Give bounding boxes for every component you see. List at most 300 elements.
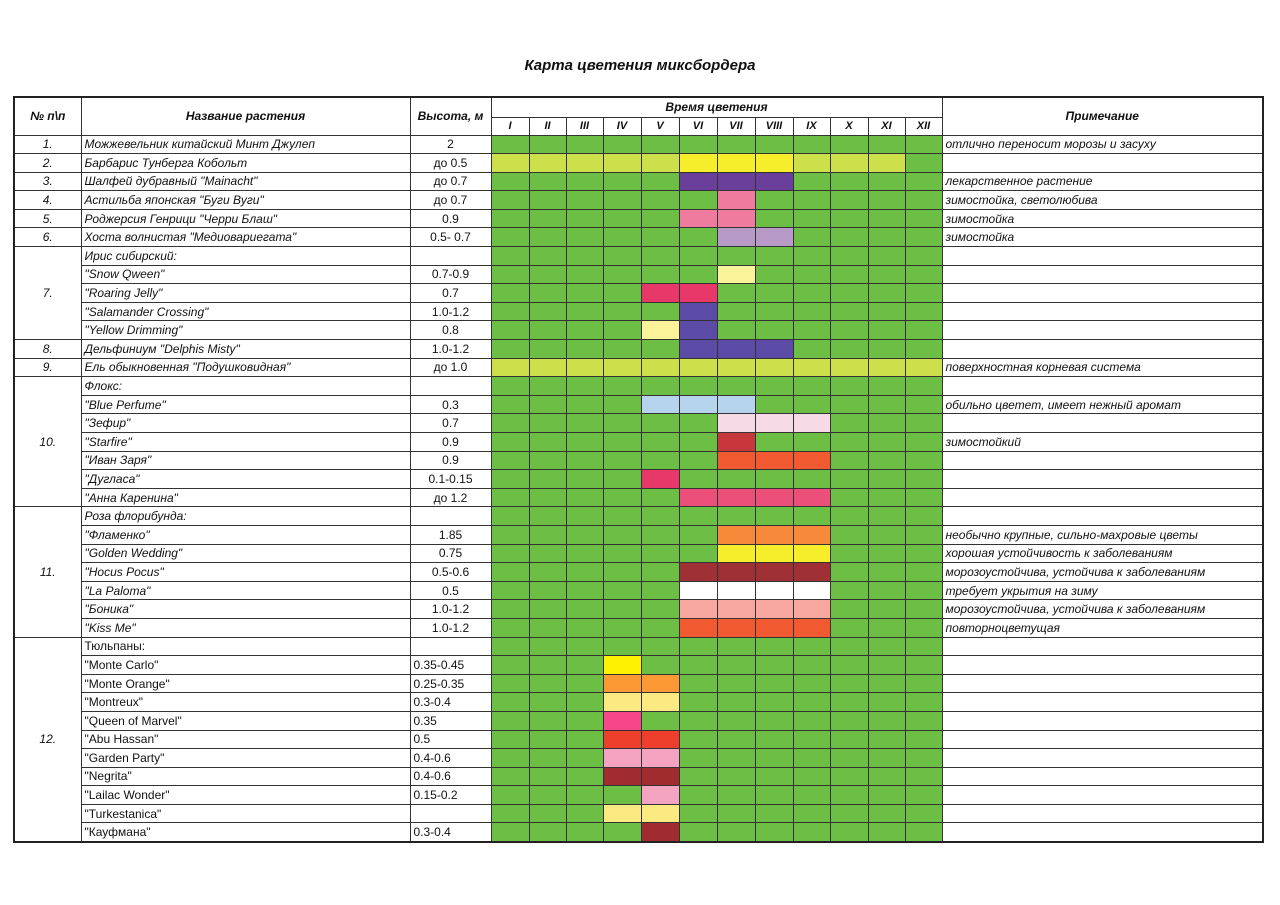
bloom-cell-month-X xyxy=(830,358,868,377)
plant-name: "Иван Заря" xyxy=(81,451,410,470)
bloom-cell-month-XII xyxy=(905,209,942,228)
plant-height xyxy=(410,247,491,266)
bloom-cell-month-IX xyxy=(793,749,830,768)
bloom-cell-month-X xyxy=(830,786,868,805)
bloom-cell-month-V xyxy=(641,823,679,842)
table-row xyxy=(14,581,1263,600)
bloom-cell-month-I xyxy=(491,172,529,191)
plant-name: Хоста волнистая "Медиовариегата" xyxy=(81,228,410,247)
plant-note xyxy=(942,656,1263,675)
bloom-cell-month-VI xyxy=(679,693,717,712)
bloom-cell-month-VII xyxy=(717,135,755,154)
plant-height: 0.7 xyxy=(410,414,491,433)
plant-name: "Snow Qween" xyxy=(81,265,410,284)
plant-name: "Kiss Me" xyxy=(81,618,410,637)
bloom-cell-month-V xyxy=(641,321,679,340)
bloom-cell-month-XII xyxy=(905,600,942,619)
bloom-cell-month-IV xyxy=(603,470,641,489)
bloom-cell-month-IV xyxy=(603,786,641,805)
bloom-cell-month-III xyxy=(566,395,603,414)
bloom-cell-month-V xyxy=(641,470,679,489)
plant-name: "Golden Wedding" xyxy=(81,544,410,563)
bloom-cell-month-VII xyxy=(717,544,755,563)
plant-height: 0.7-0.9 xyxy=(410,265,491,284)
bloom-cell-month-V xyxy=(641,581,679,600)
plant-note xyxy=(942,154,1263,173)
table-row xyxy=(14,525,1263,544)
bloom-cell-month-XII xyxy=(905,749,942,768)
bloom-cell-month-II xyxy=(529,656,566,675)
bloom-cell-month-I xyxy=(491,135,529,154)
bloom-cell-month-VII xyxy=(717,581,755,600)
bloom-cell-month-II xyxy=(529,804,566,823)
row-number: 9. xyxy=(14,358,81,377)
row-number: 8. xyxy=(14,340,81,359)
bloom-cell-month-VIII xyxy=(755,340,793,359)
row-number: 11. xyxy=(14,507,81,637)
bloom-cell-month-IV xyxy=(603,618,641,637)
bloom-cell-month-I xyxy=(491,507,529,526)
bloom-cell-month-XII xyxy=(905,340,942,359)
plant-name: Роджерсия Генрици "Черри Блаш" xyxy=(81,209,410,228)
plant-name: "Garden Party" xyxy=(81,749,410,768)
bloom-cell-month-X xyxy=(830,451,868,470)
bloom-cell-month-VI xyxy=(679,470,717,489)
bloom-cell-month-IX xyxy=(793,340,830,359)
plant-height: 0.5 xyxy=(410,581,491,600)
header-month: VII xyxy=(717,117,755,135)
bloom-cell-month-X xyxy=(830,154,868,173)
bloom-cell-month-VIII xyxy=(755,395,793,414)
bloom-cell-month-XI xyxy=(868,321,905,340)
plant-note xyxy=(942,470,1263,489)
bloom-cell-month-X xyxy=(830,767,868,786)
bloom-cell-month-VIII xyxy=(755,804,793,823)
plant-height: 0.5 xyxy=(410,730,491,749)
plant-height: 0.4-0.6 xyxy=(410,767,491,786)
bloom-cell-month-IV xyxy=(603,135,641,154)
bloom-cell-month-V xyxy=(641,247,679,266)
bloom-cell-month-I xyxy=(491,786,529,805)
bloom-cell-month-IV xyxy=(603,544,641,563)
bloom-cell-month-I xyxy=(491,581,529,600)
bloom-cell-month-XII xyxy=(905,265,942,284)
bloom-cell-month-I xyxy=(491,358,529,377)
plant-note xyxy=(942,488,1263,507)
bloom-cell-month-X xyxy=(830,656,868,675)
plant-height: 0.3-0.4 xyxy=(410,823,491,842)
bloom-cell-month-X xyxy=(830,749,868,768)
plant-name: "Abu Hassan" xyxy=(81,730,410,749)
bloom-cell-month-V xyxy=(641,767,679,786)
bloom-cell-month-V xyxy=(641,600,679,619)
bloom-cell-month-V xyxy=(641,191,679,210)
bloom-cell-month-V xyxy=(641,544,679,563)
bloom-cell-month-VI xyxy=(679,321,717,340)
plant-name: "Turkestanica" xyxy=(81,804,410,823)
bloom-cell-month-VII xyxy=(717,525,755,544)
plant-note xyxy=(942,414,1263,433)
bloom-cell-month-IV xyxy=(603,507,641,526)
bloom-cell-month-XII xyxy=(905,451,942,470)
bloom-cell-month-I xyxy=(491,563,529,582)
bloom-cell-month-I xyxy=(491,228,529,247)
plant-note: зимостойка xyxy=(942,228,1263,247)
bloom-cell-month-V xyxy=(641,209,679,228)
bloom-cell-month-III xyxy=(566,674,603,693)
plant-note: отлично переносит морозы и засуху xyxy=(942,135,1263,154)
bloom-cell-month-III xyxy=(566,191,603,210)
table-row xyxy=(14,191,1263,210)
plant-name: "La Paloma" xyxy=(81,581,410,600)
plant-height: 1.0-1.2 xyxy=(410,302,491,321)
bloom-cell-month-XI xyxy=(868,340,905,359)
bloom-cell-month-IX xyxy=(793,488,830,507)
bloom-cell-month-IX xyxy=(793,209,830,228)
plant-name: Дельфиниум "Delphis Misty" xyxy=(81,340,410,359)
bloom-cell-month-VII xyxy=(717,656,755,675)
bloom-cell-month-IX xyxy=(793,600,830,619)
bloom-cell-month-IX xyxy=(793,433,830,452)
bloom-cell-month-XII xyxy=(905,470,942,489)
bloom-cell-month-X xyxy=(830,711,868,730)
bloom-cell-month-IX xyxy=(793,637,830,656)
bloom-cell-month-II xyxy=(529,525,566,544)
bloom-cell-month-I xyxy=(491,414,529,433)
bloom-cell-month-I xyxy=(491,749,529,768)
bloom-cell-month-XI xyxy=(868,618,905,637)
bloom-cell-month-VI xyxy=(679,414,717,433)
plant-name: "Кауфмана" xyxy=(81,823,410,842)
bloom-cell-month-I xyxy=(491,730,529,749)
plant-note xyxy=(942,749,1263,768)
bloom-cell-month-XII xyxy=(905,488,942,507)
bloom-cell-month-XII xyxy=(905,321,942,340)
bloom-cell-month-VI xyxy=(679,154,717,173)
bloom-cell-month-IV xyxy=(603,804,641,823)
bloom-cell-month-VIII xyxy=(755,284,793,303)
bloom-cell-month-VI xyxy=(679,674,717,693)
bloom-cell-month-I xyxy=(491,693,529,712)
header-month: III xyxy=(566,117,603,135)
bloom-cell-month-VI xyxy=(679,786,717,805)
plant-height: 0.3-0.4 xyxy=(410,693,491,712)
plant-note xyxy=(942,730,1263,749)
bloom-cell-month-VII xyxy=(717,637,755,656)
plant-note xyxy=(942,693,1263,712)
bloom-cell-month-VIII xyxy=(755,451,793,470)
table-row xyxy=(14,433,1263,452)
bloom-cell-month-I xyxy=(491,470,529,489)
bloom-cell-month-II xyxy=(529,451,566,470)
bloom-cell-month-I xyxy=(491,433,529,452)
plant-name: "Фламенко" xyxy=(81,525,410,544)
bloom-cell-month-IV xyxy=(603,395,641,414)
bloom-cell-month-IV xyxy=(603,767,641,786)
bloom-cell-month-IV xyxy=(603,228,641,247)
row-number: 10. xyxy=(14,377,81,507)
bloom-cell-month-III xyxy=(566,209,603,228)
plant-note xyxy=(942,804,1263,823)
bloom-cell-month-IV xyxy=(603,674,641,693)
plant-note xyxy=(942,507,1263,526)
bloom-cell-month-IX xyxy=(793,730,830,749)
bloom-cell-month-I xyxy=(491,544,529,563)
bloom-cell-month-XII xyxy=(905,525,942,544)
bloom-cell-month-II xyxy=(529,302,566,321)
bloom-cell-month-VIII xyxy=(755,302,793,321)
bloom-cell-month-X xyxy=(830,395,868,414)
bloom-cell-month-IX xyxy=(793,674,830,693)
bloom-cell-month-II xyxy=(529,581,566,600)
plant-height: 0.4-0.6 xyxy=(410,749,491,768)
bloom-cell-month-VI xyxy=(679,172,717,191)
bloom-cell-month-VII xyxy=(717,433,755,452)
plant-height: 0.5-0.6 xyxy=(410,563,491,582)
plant-height: 0.5- 0.7 xyxy=(410,228,491,247)
bloom-cell-month-X xyxy=(830,228,868,247)
bloom-cell-month-III xyxy=(566,265,603,284)
bloom-cell-month-IV xyxy=(603,730,641,749)
header-month: IX xyxy=(793,117,830,135)
bloom-cell-month-X xyxy=(830,563,868,582)
bloom-cell-month-VII xyxy=(717,209,755,228)
table-row xyxy=(14,377,1263,396)
bloom-cell-month-X xyxy=(830,284,868,303)
bloom-cell-month-IV xyxy=(603,414,641,433)
bloom-cell-month-VI xyxy=(679,767,717,786)
plant-height: до 0.7 xyxy=(410,172,491,191)
bloom-cell-month-VIII xyxy=(755,433,793,452)
bloom-cell-month-VI xyxy=(679,377,717,396)
bloom-cell-month-IV xyxy=(603,563,641,582)
table-row xyxy=(14,563,1263,582)
bloom-cell-month-II xyxy=(529,191,566,210)
bloom-cell-month-VII xyxy=(717,674,755,693)
bloom-cell-month-VIII xyxy=(755,618,793,637)
bloom-cell-month-IX xyxy=(793,507,830,526)
bloom-cell-month-IV xyxy=(603,340,641,359)
plant-name: Ирис сибирский: xyxy=(81,247,410,266)
bloom-cell-month-X xyxy=(830,637,868,656)
bloom-cell-month-I xyxy=(491,302,529,321)
bloom-cell-month-III xyxy=(566,135,603,154)
bloom-cell-month-V xyxy=(641,284,679,303)
bloom-cell-month-VI xyxy=(679,247,717,266)
bloom-cell-month-I xyxy=(491,525,529,544)
table-row xyxy=(14,247,1263,266)
bloom-cell-month-XI xyxy=(868,656,905,675)
bloom-cell-month-VIII xyxy=(755,321,793,340)
table-row xyxy=(14,656,1263,675)
bloom-cell-month-IX xyxy=(793,321,830,340)
plant-height: 0.1-0.15 xyxy=(410,470,491,489)
bloom-cell-month-V xyxy=(641,730,679,749)
plant-height: 1.0-1.2 xyxy=(410,600,491,619)
plant-name: "Hocus Pocus" xyxy=(81,563,410,582)
plant-name: "Боника" xyxy=(81,600,410,619)
plant-height: 0.25-0.35 xyxy=(410,674,491,693)
bloom-cell-month-II xyxy=(529,358,566,377)
bloom-cell-month-XI xyxy=(868,711,905,730)
bloom-cell-month-IV xyxy=(603,711,641,730)
plant-note: повторноцветущая xyxy=(942,618,1263,637)
table-row xyxy=(14,730,1263,749)
plant-note xyxy=(942,340,1263,359)
bloom-cell-month-V xyxy=(641,433,679,452)
table-row xyxy=(14,135,1263,154)
bloom-cell-month-VIII xyxy=(755,693,793,712)
bloom-cell-month-I xyxy=(491,284,529,303)
bloom-cell-month-II xyxy=(529,507,566,526)
bloom-cell-month-XII xyxy=(905,730,942,749)
bloom-cell-month-IV xyxy=(603,693,641,712)
bloom-cell-month-VI xyxy=(679,191,717,210)
page-title: Карта цветения миксбордера xyxy=(524,57,756,74)
bloom-cell-month-XI xyxy=(868,228,905,247)
plant-name: "Monte Carlo" xyxy=(81,656,410,675)
plant-name: Шалфей дубравный "Mainacht" xyxy=(81,172,410,191)
bloom-cell-month-III xyxy=(566,544,603,563)
bloom-cell-month-VI xyxy=(679,581,717,600)
bloom-cell-month-XI xyxy=(868,581,905,600)
plant-note: хорошая устойчивость к заболеваниям xyxy=(942,544,1263,563)
bloom-cell-month-XI xyxy=(868,358,905,377)
bloom-cell-month-V xyxy=(641,618,679,637)
bloom-cell-month-VII xyxy=(717,618,755,637)
bloom-cell-month-V xyxy=(641,414,679,433)
table-row xyxy=(14,172,1263,191)
bloom-cell-month-X xyxy=(830,321,868,340)
bloom-cell-month-V xyxy=(641,302,679,321)
bloom-cell-month-VIII xyxy=(755,488,793,507)
plant-note xyxy=(942,674,1263,693)
plant-height: до 1.0 xyxy=(410,358,491,377)
bloom-cell-month-VII xyxy=(717,451,755,470)
bloom-cell-month-IX xyxy=(793,563,830,582)
plant-name: "Lailac Wonder" xyxy=(81,786,410,805)
bloom-cell-month-XII xyxy=(905,135,942,154)
bloom-cell-month-III xyxy=(566,228,603,247)
bloom-cell-month-VII xyxy=(717,265,755,284)
bloom-cell-month-IV xyxy=(603,209,641,228)
header-month: XII xyxy=(905,117,942,135)
bloom-cell-month-XII xyxy=(905,656,942,675)
plant-name: "Negrita" xyxy=(81,767,410,786)
table-row xyxy=(14,154,1263,173)
bloom-cell-month-XII xyxy=(905,302,942,321)
bloom-cell-month-X xyxy=(830,470,868,489)
row-number: 7. xyxy=(14,247,81,340)
bloom-cell-month-IX xyxy=(793,377,830,396)
bloom-cell-month-VI xyxy=(679,302,717,321)
bloom-cell-month-IX xyxy=(793,544,830,563)
plant-height: 0.15-0.2 xyxy=(410,786,491,805)
row-number: 2. xyxy=(14,154,81,173)
bloom-cell-month-XII xyxy=(905,191,942,210)
bloom-cell-month-I xyxy=(491,340,529,359)
bloom-cell-month-III xyxy=(566,786,603,805)
bloom-chart-table xyxy=(13,96,1264,843)
bloom-cell-month-II xyxy=(529,321,566,340)
bloom-cell-month-III xyxy=(566,340,603,359)
plant-height: 0.3 xyxy=(410,395,491,414)
bloom-cell-month-V xyxy=(641,656,679,675)
bloom-cell-month-X xyxy=(830,823,868,842)
bloom-cell-month-X xyxy=(830,172,868,191)
bloom-cell-month-I xyxy=(491,247,529,266)
bloom-cell-month-IX xyxy=(793,154,830,173)
plant-note: морозоустойчива, устойчива к заболеваниям xyxy=(942,600,1263,619)
plant-note: лекарственное растение xyxy=(942,172,1263,191)
bloom-cell-month-III xyxy=(566,656,603,675)
bloom-cell-month-I xyxy=(491,321,529,340)
table-row xyxy=(14,618,1263,637)
bloom-cell-month-III xyxy=(566,414,603,433)
bloom-cell-month-VII xyxy=(717,302,755,321)
bloom-cell-month-XI xyxy=(868,395,905,414)
table-row xyxy=(14,823,1263,842)
bloom-cell-month-VI xyxy=(679,600,717,619)
bloom-cell-month-VII xyxy=(717,358,755,377)
bloom-cell-month-V xyxy=(641,693,679,712)
plant-height: до 0.5 xyxy=(410,154,491,173)
bloom-cell-month-IV xyxy=(603,488,641,507)
table-row xyxy=(14,228,1263,247)
table-row xyxy=(14,749,1263,768)
bloom-cell-month-XII xyxy=(905,563,942,582)
bloom-cell-month-III xyxy=(566,637,603,656)
bloom-cell-month-VII xyxy=(717,247,755,266)
bloom-cell-month-V xyxy=(641,507,679,526)
header-height: Высота, м xyxy=(410,97,491,135)
table-row xyxy=(14,209,1263,228)
bloom-cell-month-IX xyxy=(793,358,830,377)
bloom-cell-month-III xyxy=(566,172,603,191)
bloom-cell-month-VII xyxy=(717,488,755,507)
bloom-cell-month-III xyxy=(566,581,603,600)
bloom-cell-month-X xyxy=(830,265,868,284)
bloom-cell-month-III xyxy=(566,804,603,823)
bloom-cell-month-XI xyxy=(868,749,905,768)
row-number: 1. xyxy=(14,135,81,154)
bloom-cell-month-IX xyxy=(793,786,830,805)
bloom-cell-month-IV xyxy=(603,247,641,266)
bloom-cell-month-II xyxy=(529,749,566,768)
bloom-cell-month-X xyxy=(830,247,868,266)
bloom-cell-month-V xyxy=(641,674,679,693)
bloom-cell-month-X xyxy=(830,600,868,619)
bloom-cell-month-VII xyxy=(717,172,755,191)
bloom-cell-month-VII xyxy=(717,284,755,303)
plant-height: 1.0-1.2 xyxy=(410,618,491,637)
bloom-cell-month-II xyxy=(529,674,566,693)
bloom-cell-month-VI xyxy=(679,656,717,675)
plant-note xyxy=(942,637,1263,656)
plant-note: обильно цветет, имеет нежный аромат xyxy=(942,395,1263,414)
bloom-cell-month-XII xyxy=(905,674,942,693)
plant-note: зимостойка, светолюбива xyxy=(942,191,1263,210)
bloom-cell-month-IV xyxy=(603,637,641,656)
bloom-cell-month-III xyxy=(566,154,603,173)
bloom-cell-month-VIII xyxy=(755,507,793,526)
plant-name: "Montreux" xyxy=(81,693,410,712)
bloom-cell-month-IV xyxy=(603,321,641,340)
bloom-cell-month-IX xyxy=(793,693,830,712)
bloom-cell-month-VII xyxy=(717,154,755,173)
bloom-cell-month-III xyxy=(566,693,603,712)
row-number: 3. xyxy=(14,172,81,191)
